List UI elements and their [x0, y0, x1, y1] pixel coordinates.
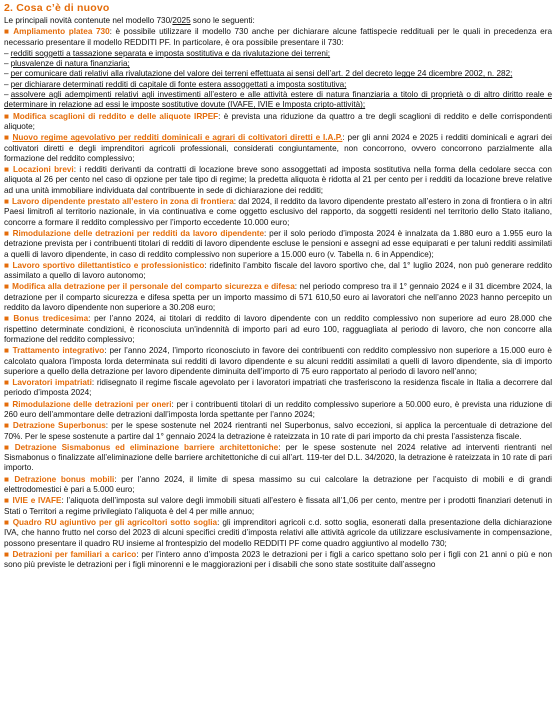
sub-list-item — [4, 69, 552, 79]
item-text: : per le spese sostenute nel 2024 relative ad interventi rientranti nel Sismabonus o finalizzate all’eliminazione delle barriere architettoniche di cui all’art. 119-ter del D.L. 34/2020, la detrazione è rateizzata in 10 rate di pari importo. — [4, 442, 552, 473]
list-item — [4, 112, 552, 133]
list-item — [4, 475, 552, 496]
item-text: : per l’anno 2024, il limite di spesa massimo su cui calcolare la detrazione per l’acquisto di mobili e di grandi elettrodomestici è pari a 5.000 euro; — [4, 474, 552, 495]
list-item — [4, 314, 552, 345]
item-text: : nel periodo compreso tra il 1° gennaio 2024 e il 31 dicembre 2024, la detrazione per il comparto sicurezza e difesa spetta per un importo massimo di 571 610,50 euro ai lavoratori che nell’anno 2023 hanno percepito un reddito da lavoro dipendente non superiore a 30.208 euro; — [4, 282, 552, 313]
square-bullet-icon: ■ — [4, 165, 11, 175]
list-item — [4, 261, 552, 282]
item-text: : per l’intero anno d’imposta 2023 le detrazioni per i figli a carico spettano solo per i figli con 21 anni o più e non sono più previste le detrazioni per i figli minorenni e le maggiorazioni per i disabili che sono state sostituite dall’assegno — [4, 549, 553, 570]
square-bullet-icon: ■ — [4, 474, 12, 484]
item-text: : per l’anno 2024, ai titolari di reddito di lavoro dipendente con un reddito complessivo non superiore ad euro 28.000 che rispettino determinate condizioni, è riconosciuta un’indennità di importo pari ad euro 100, ragguagliata al periodo di lavoro, che non concorre alla formazione del reddito complessivo; — [4, 314, 552, 344]
dash-icon: – — [4, 59, 9, 69]
square-bullet-icon: ■ — [4, 197, 9, 207]
square-bullet-icon: ■ — [4, 314, 11, 324]
item-lead: Locazioni brevi — [13, 165, 74, 175]
item-lead: Detrazione Superbonus — [12, 421, 106, 431]
item-lead: Trattamento integrativo — [12, 346, 105, 356]
item-text: : l’aliquota dell’imposta sul valore degli immobili situati all’estero è fissata all’1,06 per cento, mentre per i prodotti finanziari detenuti in Stati o Territori a regime privilegiato l’aliquota è del 4 per mille annuo; — [4, 496, 553, 516]
item-text: : gli imprenditori agricoli c.d. sotto soglia, esonerati dalla presentazione della dichiarazione IVA, che hanno frutto nel corso del 2023 di alcuni specifici crediti d’imposta relativi alle attività agricole da utilizzare esclusivamente in compensazione, possono presentare il quadro RU insieme al frontespizio del modello REDDITI PF come quadro aggiuntivo al modello 730; — [4, 517, 552, 548]
list-item — [4, 518, 552, 549]
list-item — [4, 421, 552, 442]
sub-list-item — [4, 59, 552, 69]
sub-item-text: plusvalenze di natura finanziaria; — [10, 59, 130, 69]
item-lead: Lavoro sportivo dilettantistico e professionistico — [12, 260, 205, 270]
intro-tail: sono le seguenti: — [190, 16, 255, 25]
square-bullet-icon: ■ — [4, 442, 12, 452]
document-page — [4, 2, 552, 571]
list-item — [4, 443, 552, 474]
square-bullet-icon: ■ — [4, 27, 11, 37]
sub-list-item — [4, 49, 552, 59]
list-item — [4, 229, 552, 260]
square-bullet-icon: ■ — [4, 421, 10, 431]
item-lead: Rimodulazione delle detrazioni per redditi da lavoro dipendente — [12, 228, 264, 238]
item-lead: Lavoratori impatriati — [12, 378, 92, 388]
sub-item-text: per comunicare dati relativi alla rivalutazione del valore dei terreni effettuata ai sensi dell’art. 2 del decreto legge 24 dicembre 2002, n. 282; — [10, 69, 513, 79]
item-lead: Quadro RU agiuntivo per gli agricoltori sotto soglia — [12, 517, 218, 527]
square-bullet-icon: ■ — [4, 133, 10, 143]
square-bullet-icon: ■ — [4, 378, 10, 388]
item-text: : per l’anno 2024, l’importo riconosciuto in favore dei contribuenti con reddito complessivo non superiore a 15.000 euro è calcolato qualora l’imposta lorda determinata sui redditi di lavoro dipendente e su alcuni redditi assimilati a quelli di lavoro dipendente, sia di importo superiore a quello della detrazione per lavoro dipendente diminuita dell’importo di 75 euro rapportato al periodo di lavoro nell’anno; — [4, 346, 552, 376]
intro-year: 2025 — [172, 16, 191, 25]
list-item — [4, 496, 552, 517]
list-item — [4, 197, 552, 228]
item-lead: Modifica alla detrazione per il personale del comparto sicurezza e difesa — [12, 282, 295, 292]
section-title: 2. Cosa c’è di nuovo — [4, 2, 110, 14]
sub-item-text: assolvere agli adempimenti relativi agli investimenti all’estero e alle attività estere di natura finanziaria a titolo di proprietà o di altro diritto reale e determinare in relazione ad essi le imposte sostitutive dovute (IVAFE, IVIE e Imposta cripto-attività); — [4, 90, 552, 110]
item-text: : ridefinito l’ambito fiscale del lavoro sportivo che, dal 1° luglio 2024, non può generare reddito assimilato a quello di lavoro autonomo; — [4, 260, 552, 281]
item-text: : dal 2024, il reddito da lavoro dipendente prestato all’estero in zona di frontiera o in altri Paesi limitrofi al territorio nazionale, in via continuativa e come oggetto esclusivo del rapporto, da soggetti residenti nel territorio dello Stato italiano, concorre a formare il reddito complessivo per l’importo eccedente 10.000 euro; — [4, 197, 552, 227]
item-text: : ridisegnato il regime fiscale agevolato per i lavoratori impatriati che trasferiscono la residenza fiscale in Italia a decorrere dal periodo d’imposta 2024; — [4, 378, 553, 398]
item-lead: Lavoro dipendente prestato all’estero in zona di frontiera — [11, 197, 234, 207]
item-lead: IVIE e IVAFE — [12, 496, 62, 506]
item-lead: Rimodulazione delle detrazioni per oneri — [12, 399, 172, 409]
item-lead: Bonus tredicesima — [13, 314, 89, 324]
list-item — [4, 282, 552, 313]
dash-icon: – — [4, 90, 9, 100]
item-text: : per i contribuenti titolari di un reddito complessivo superiore a 50.000 euro, è prevista una riduzione di 260 euro dell’ammontare delle detrazioni dall’imposta lorda spettante per l’anno 2024; — [4, 399, 552, 419]
item-text: : per gli anni 2024 e 2025 i redditi dominicali e agrari dei coltivatori diretti e degli imprenditori agricoli professionali, considerati congiuntamente, non concorrono, ovvero concorrono parzialmente alla formazione del reddito complessivo; — [4, 133, 552, 163]
item-lead: Detrazioni per familiari a carico — [12, 549, 137, 559]
list-item — [4, 27, 552, 48]
item-text: : per le spese sostenute nel 2024 rientranti nel Superbonus, salvo eccezioni, si applica la percentuale di detrazione del 70%. Per le spese sostenute a partire dal 1° gennaio 2024 la detrazione è rateizzata in 10 rate di pari importo da chi presta l’assistenza fiscale. — [4, 421, 552, 441]
sub-item-text: per dichiarare determinati redditi di capitale di fonte estera assoggettati a imposta sostitutiva; — [10, 79, 347, 89]
square-bullet-icon: ■ — [4, 399, 10, 409]
square-bullet-icon: ■ — [4, 549, 10, 559]
dash-icon: – — [4, 79, 9, 89]
item-text: : per il solo periodo d’imposta 2024 è innalzata da 1.880 euro a 1.955 euro la detrazione prevista per i contribuenti titolari di redditi di lavoro dipendente escluse le pensioni e assegni ad esse equiparati e per taluni redditi assimilati a quelli di lavoro dipendente, in caso di reddito complessivo non superiore a 15.000 euro (v. Tabella n. 6 in Appendice); — [4, 228, 552, 259]
square-bullet-icon: ■ — [4, 517, 10, 527]
sub-item-text: redditi soggetti a tassazione separata e imposta sostitutiva e da rivalutazione dei terreni; — [10, 48, 331, 58]
dash-icon: – — [4, 48, 9, 58]
list-item — [4, 133, 552, 164]
list-item — [4, 378, 552, 399]
square-bullet-icon: ■ — [4, 496, 10, 506]
item-lead: Modifica scaglioni di reddito e delle aliquote IRPEF — [12, 111, 219, 121]
square-bullet-icon: ■ — [4, 282, 10, 292]
item-lead: Detrazione bonus mobili — [14, 474, 115, 484]
square-bullet-icon: ■ — [4, 346, 10, 356]
sub-list-item — [4, 90, 552, 111]
item-text: : i redditi derivanti da contratti di locazione breve sono assoggettati ad imposta sostitutiva nella forma della cedolare secca con aliquota al 26 per cento nel caso di opzione per tale tipo di regime; la predetta aliquota è ridotta al 21 per cento per i redditi da locazione breve relative ad una unità immobiliare individuata dal contribuente in sede di dichiarazione dei redditi; — [4, 165, 552, 195]
list-item — [4, 550, 552, 571]
item-text: : è possibile utilizzare il modello 730 anche per dichiarare alcune fattispecie reddituali per le quali in precedenza era necessario presentare il modello REDDITI PF. In particolare, è ora possibile presentare il 730: — [4, 27, 553, 47]
square-bullet-icon: ■ — [4, 260, 10, 270]
item-lead: Nuovo regime agevolativo per redditi dominicali e agrari di coltivatori diretti e I.A.P. — [12, 133, 343, 143]
intro-paragraph — [4, 16, 552, 26]
square-bullet-icon: ■ — [4, 228, 10, 238]
item-lead: Ampliamento platea 730 — [13, 27, 110, 37]
list-item — [4, 400, 552, 421]
list-item — [4, 346, 552, 377]
item-lead: Detrazione Sismabonus ed eliminazione barriere architettoniche — [14, 442, 279, 452]
item-text: : è prevista una riduzione da quattro a tre degli scaglioni di reddito e delle corrispondenti aliquote; — [4, 111, 552, 131]
list-item — [4, 165, 552, 196]
intro-text: Le principali novità contenute nel modello 730/ — [4, 16, 173, 25]
dash-icon: – — [4, 69, 9, 79]
square-bullet-icon: ■ — [4, 111, 10, 121]
sub-list-item — [4, 80, 552, 90]
